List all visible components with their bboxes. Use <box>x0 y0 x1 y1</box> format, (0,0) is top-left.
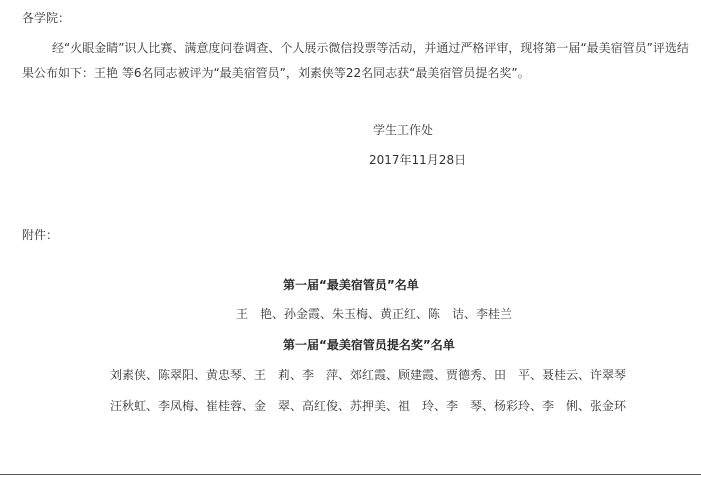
winners-list-names: 王 艳、孙金霞、朱玉梅、黄正红、陈 诘、李桂兰 <box>236 307 513 321</box>
body-text-line-1: 经“火眼金睛”识人比赛、满意度问卷调查、个人展示微信投票等活动，并通过严格评审，现将第一届“最美宿管员”评选结 <box>52 41 689 55</box>
attachment-label: 附件： <box>22 228 59 242</box>
issuer-signature: 学生工作处 <box>373 123 434 137</box>
nominees-list-names-line-1: 刘素侠、陈翠阳、黄忠琴、王 莉、李 萍、郊红霞、顾建霞、贾德秀、田 平、聂桂云、许翠琴 <box>110 368 627 382</box>
winners-list-title: 第一届“最美宿管员”名单 <box>283 278 419 292</box>
nominees-list-title: 第一届“最美宿管员提名奖”名单 <box>283 338 455 352</box>
salutation: 各学院： <box>22 11 71 25</box>
body-text-line-2: 果公布如下：王艳 等6名同志被评为“最美宿管员”，刘素侠等22名同志获“最美宿管员提名奖”。 <box>22 66 530 80</box>
nominees-list-names-line-2: 汪秋虹、李凤梅、崔桂蓉、金 翠、高红俊、苏押美、祖 玲、李 琴、杨彩玲、李 俐、张金环 <box>110 399 627 413</box>
issue-date: 2017年11月28日 <box>369 153 467 167</box>
bottom-divider <box>0 474 701 475</box>
